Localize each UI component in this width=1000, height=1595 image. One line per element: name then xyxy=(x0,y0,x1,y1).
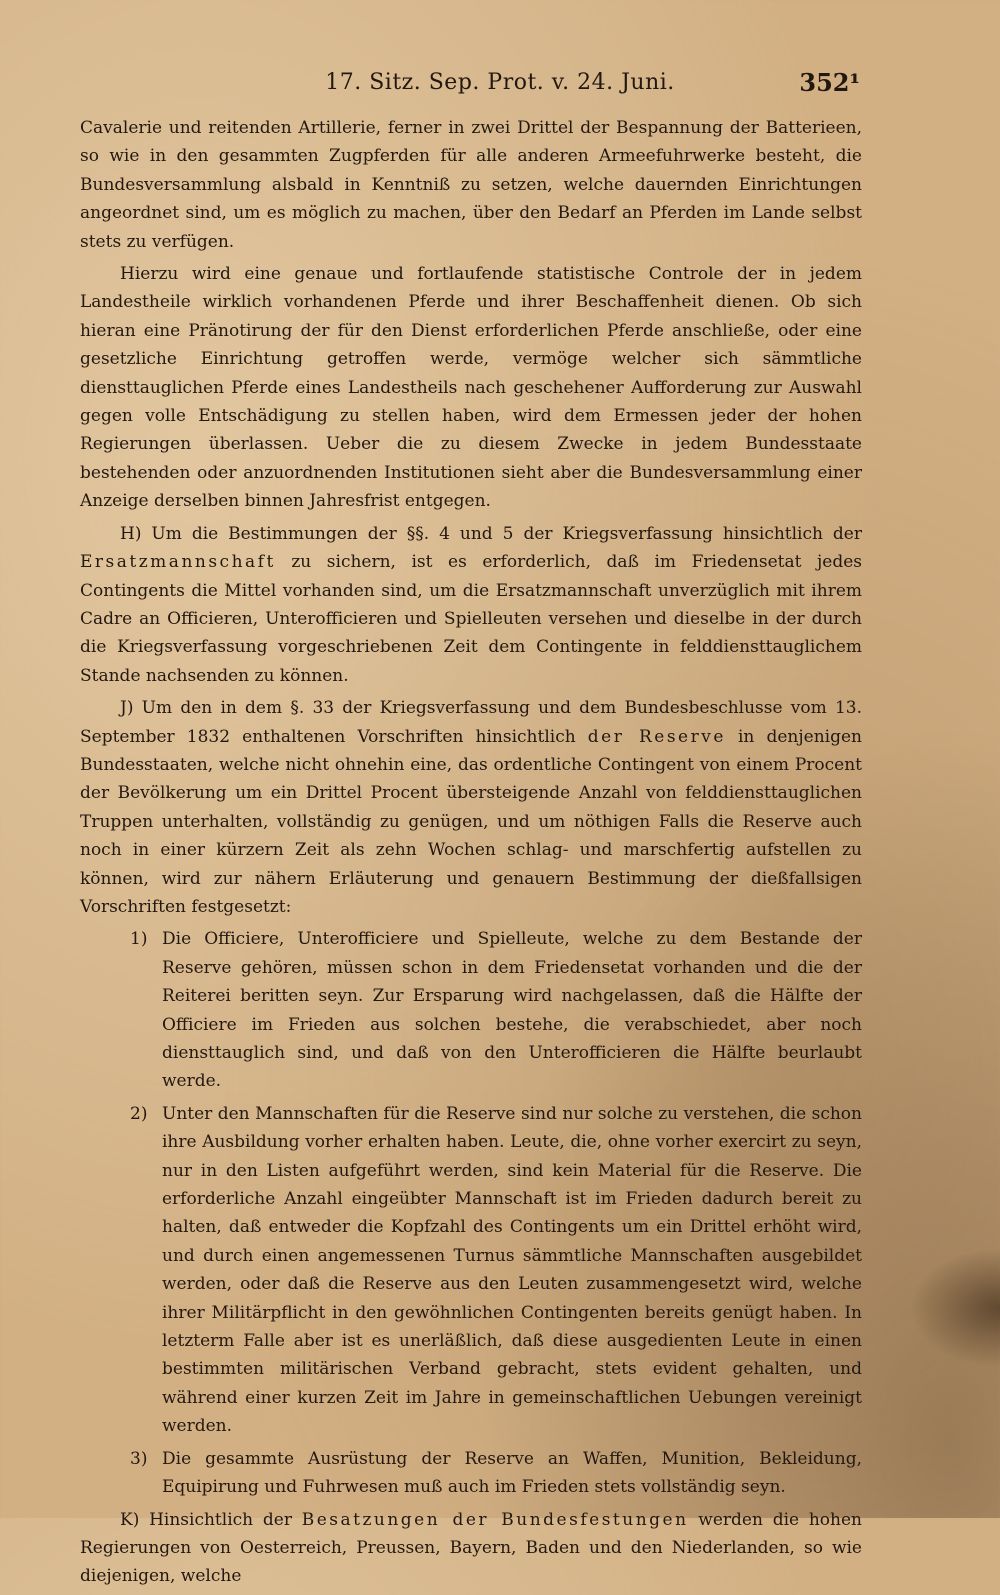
list-item-number: 1) xyxy=(130,929,148,950)
section-k-emphasis: Besatzungen der Bundesfestungen xyxy=(301,1509,689,1530)
list-item-text: Die gesammte Ausrüstung der Reserve an Waffen, Munition, Bekleidung, Equipirung und Fuhrwesen muß auch im Frieden stets vollständig seyn. xyxy=(162,1448,862,1498)
page-header xyxy=(0,70,1000,106)
running-title: 17. Sitz. Sep. Prot. v. 24. Juni. xyxy=(325,70,675,95)
section-j-suffix: in denjenigen Bundesstaaten, welche nicht ohnehin eine, das ordentliche Contingent von einem Procent der Bevölkerung um ein Drittel Procent übersteigende Anzahl von felddiensttauglichen Truppen unterhalten, vollständig zu genügen, und um nöthigen Falls die Reserve auch noch in einer kürzern Zeit als zehn Wochen schlag- und marschfertig aufstellen zu können, wird zur nähern Erläuterung und genauern Bestimmung der dießfallsigen Vorschriften festgesetzt: xyxy=(80,726,862,917)
paragraph-continuation: Cavalerie und reitenden Artillerie, ferner in zwei Drittel der Bespannung der Batterieen, so wie in den gesammten Zugpferden für alle anderen Armeefuhrwerke besteht, die Bundesversammlung alsbald in Kenntniß zu setzen, welche dauernden Einrichtungen angeordnet sind, um es möglich zu machen, über den Bedarf an Pferden im Lande selbst stets zu verfügen. xyxy=(80,118,862,252)
list-item xyxy=(80,1445,862,1502)
list-item-number: 3) xyxy=(130,1448,148,1469)
list-item xyxy=(80,1100,862,1441)
section-j-emphasis: der Reserve xyxy=(587,726,726,747)
paragraph-controle: Hierzu wird eine genaue und fortlaufende statistische Controle der in jedem Landestheile wirklich vorhandenen Pferde und ihrer Beschaffenheit dienen. Ob sich hieran eine Pränotirung der für den Dienst erforderlichen Pferde anschließe, oder eine gesetzliche Einrichtung getroffen werde, vermöge welcher sich sämmtliche diensttauglichen Pferde eines Landestheils nach geschehener Aufforderung zur Auswahl gegen volle Entschädigung zu stellen haben, wird dem Ermessen jeder der hohen Regierungen überlassen. Ueber die zu diesem Zwecke in jedem Bundesstaate bestehenden oder anzuordnenden Institutionen sieht aber die Bundesversammlung einer Anzeige derselben binnen Jahresfrist entgegen. xyxy=(80,264,862,512)
section-k-suffix: werden die hohen Regierungen von Oesterreich, Preussen, Bayern, Baden und den Niederlanden, so wie diejenigen, welche xyxy=(80,1509,862,1587)
list-item-text: Unter den Mannschaften für die Reserve sind nur solche zu verstehen, die schon ihre Ausbildung vorher erhalten haben. Leute, die, ohne vorher exercirt zu seyn, nur in den Listen aufgeführt werden, sind kein Material für die Reserve. Die erforderliche Anzahl eingeübter Mannschaft ist im Frieden dadurch bereit zu halten, daß entweder die Kopfzahl des Contingents um ein Drittel erhöht wird, und durch einen angemessenen Turnus sämmtliche Mannschaften ausgebildet werden, oder daß die Reserve aus den Leuten zusammengesetzt wird, welche ihrer Militärpflicht in den gewöhnlichen Contingenten bereits genügt haben. In letzterm Falle aber ist es unerläßlich, daß diese ausgedienten Leute in einen bestimmten militärischen Verband gebracht, stets evident gehalten, und während einer kurzen Zeit im Jahre in gemeinschaftlichen Uebungen vereinigt werden. xyxy=(162,1103,862,1437)
section-j-prefix: J) Um den in dem §. 33 der Kriegsverfassung und dem Bundesbeschlusse vom 13. September 1832 enthaltenen Vorschriften hinsichtlich xyxy=(80,698,862,747)
list-item xyxy=(80,925,862,1095)
page-number: 352¹ xyxy=(799,68,860,97)
list-item-number: 2) xyxy=(130,1103,148,1124)
section-h-suffix: zu sichern, ist es erforderlich, daß im Friedensetat jedes Contingents die Mittel vorhanden sind, um die Ersatzmannschaft unverzüglich mit ihrem Cadre an Officieren, Unterofficieren und Spielleuten versehen und dieselbe in der durch die Kriegsverfassung vorgeschriebenen Zeit dem Contingente in felddiensttauglichem Stande nachsenden zu können. xyxy=(80,552,862,686)
section-k xyxy=(80,1506,862,1591)
section-h-emphasis: Ersatzmannschaft xyxy=(80,552,276,573)
section-h-prefix: H) Um die Bestimmungen der §§. 4 und 5 der Kriegsverfassung hinsichtlich der xyxy=(120,523,862,544)
section-j xyxy=(80,694,862,921)
text-body xyxy=(80,114,862,1595)
section-k-prefix: K) Hinsichtlich der xyxy=(120,1509,302,1530)
section-h xyxy=(80,520,862,690)
list-item-text: Die Officiere, Unterofficiere und Spielleute, welche zu dem Bestande der Reserve gehören, müssen schon in dem Friedensetat vorhanden und die der Reiterei beritten seyn. Zur Ersparung wird nachgelassen, daß die Hälfte der Officiere im Frieden aus solchen bestehe, die verabschiedet, aber noch diensttauglich sind, und daß von den Unterofficieren die Hälfte beurlaubt werde. xyxy=(162,929,862,1092)
page-stain xyxy=(910,1248,1000,1368)
